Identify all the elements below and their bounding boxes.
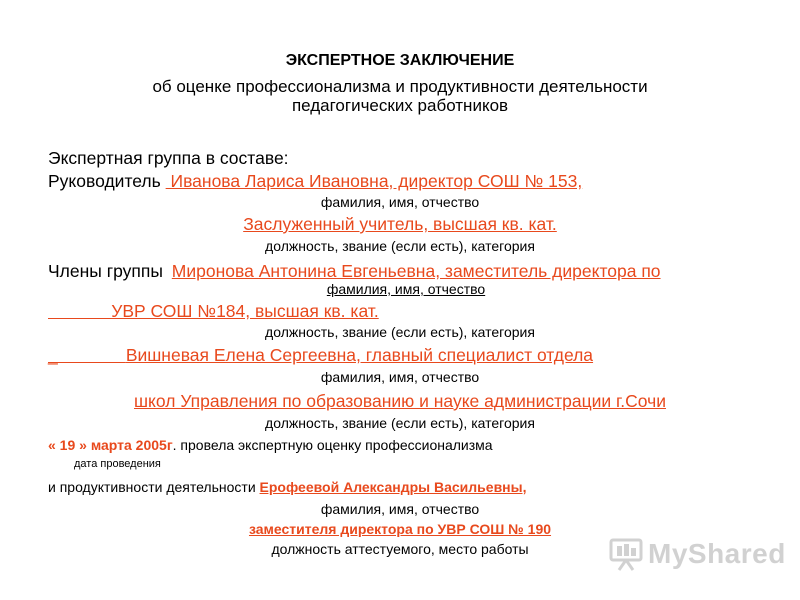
productivity-row [48,479,526,495]
member-1-continuation: УВР СОШ №184, высшая кв. кат. [48,301,379,321]
members-label: Члены группы [48,261,163,281]
member-2-value: Вишневая Елена Сергеевна, главный специалист отдела [125,345,594,365]
logo-text: MyShared [648,538,786,569]
hint-date: дата проведения [74,458,161,470]
hint-attested: должность аттестуемого, место работы [271,541,529,557]
hint-fio-1: фамилия, имя, отчество [320,194,480,210]
hint-fio-2: фамилия, имя, отчество [326,281,486,297]
myshared-logo [608,534,786,574]
member-2-prefix: _ [48,345,126,365]
leader-value: Иванова Лариса Ивановна, директор СОШ № 153, [165,171,583,191]
attested-position: заместителя директора по УВР СОШ № 190 [248,521,552,537]
hint-fio-4: фамилия, имя, отчество [320,501,480,517]
document-title: ЭКСПЕРТНОЕ ЗАКЛЮЧЕНИЕ [285,52,515,69]
hint-position-2: должность, звание (если есть), категория [265,324,535,340]
hint-position-3: должность, звание (если есть), категория [265,415,535,431]
member-2-continuation-row [0,391,800,411]
member-1-value: Миронова Антонина Евгеньевна, заместитель директора по [171,261,661,281]
leader-title-row [0,214,800,234]
member-2-continuation: школ Управления по образованию и науке администрации г.Сочи [134,391,666,411]
hint-position-1: должность, звание (если есть), категория [265,238,535,254]
group-intro: Экспертная группа в составе: [48,148,289,168]
members-row [48,261,661,281]
assessment-date: « 19 » марта 2005г [48,437,173,453]
document-subtitle-line-2: педагогических работников [291,96,509,115]
hint-fio-3: фамилия, имя, отчество [320,369,480,385]
document-subtitle-line-1: об оценке профессионализма и продуктивности деятельности [152,77,648,96]
productivity-label: и продуктивности деятельности [48,479,260,495]
leader-row [48,171,582,191]
attested-name: Ерофеевой Александры Васильевны, [259,479,527,495]
member-2-row [48,345,593,365]
date-row-text: . провела экспертную оценку профессионализма [172,437,493,453]
presentation-board-icon [608,536,644,572]
member-1-continuation-row [48,301,379,321]
date-row [48,437,493,453]
leader-title-value: Заслуженный учитель, высшая кв. кат. [243,214,557,234]
leader-label: Руководитель [48,171,161,191]
